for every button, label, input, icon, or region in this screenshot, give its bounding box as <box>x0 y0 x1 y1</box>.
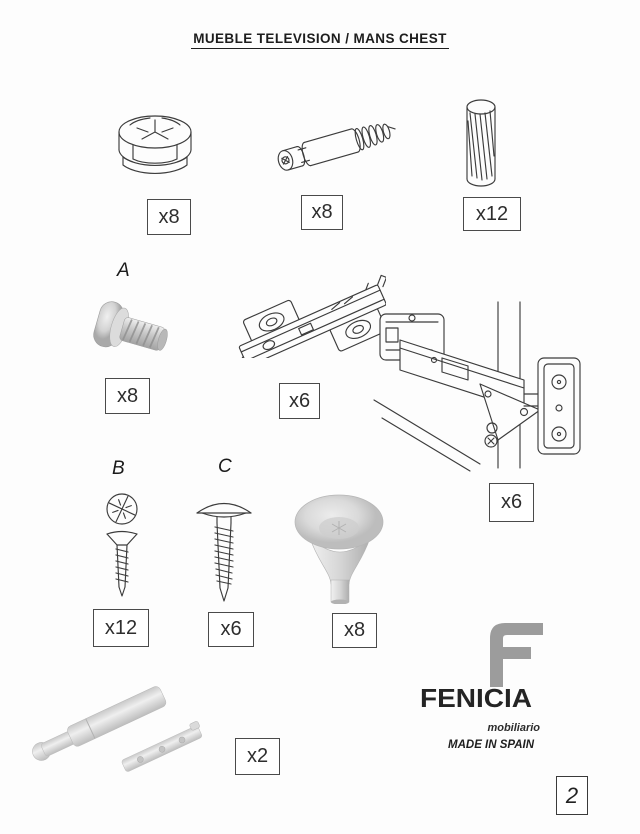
page-number: 2 <box>565 782 579 808</box>
qty-box-cam-bolt: x8 <box>301 195 343 230</box>
qty-box-damper: x2 <box>235 738 280 775</box>
page-number-box <box>556 776 588 815</box>
qty-box-mounting-plate: x6 <box>279 383 320 419</box>
part-letter-c: C <box>218 456 232 477</box>
qty-box-flat-head-bolt: x8 <box>332 613 377 648</box>
fenicia-f-logo-icon <box>487 623 543 687</box>
concealed-hinge-illustration <box>372 298 607 478</box>
flat-head-bolt-illustration <box>292 492 387 604</box>
cam-dowel-bolt-illustration <box>272 100 407 188</box>
made-in-spain-label: MADE IN SPAIN <box>448 739 535 751</box>
qty-box-cam-lock: x8 <box>147 199 191 235</box>
wooden-dowel-illustration <box>458 96 506 191</box>
qty-box-screw-c: x6 <box>208 612 254 647</box>
hinge-mounting-plate-illustration <box>228 256 386 358</box>
qty-box-dowel: x12 <box>463 197 521 231</box>
qty-box-hinge: x6 <box>489 483 534 522</box>
cam-lock-fitting-illustration <box>112 110 200 188</box>
part-letter-a: A <box>117 260 130 281</box>
title-wrap <box>0 30 640 49</box>
soft-close-damper-illustration <box>28 666 210 781</box>
part-letter-b: B <box>112 458 125 479</box>
truss-head-screw-illustration <box>192 488 256 606</box>
qty-box-euro-screw: x8 <box>105 378 150 414</box>
fenicia-wordmark: FENICIA <box>420 684 532 713</box>
countersunk-screw-illustration <box>95 490 151 602</box>
euro-screw-illustration <box>88 298 192 368</box>
logo-tagline: mobiliario <box>487 722 540 734</box>
page-title: MUEBLE TELEVISION / MANS CHEST <box>191 31 449 49</box>
qty-box-screw-b: x12 <box>93 609 149 647</box>
